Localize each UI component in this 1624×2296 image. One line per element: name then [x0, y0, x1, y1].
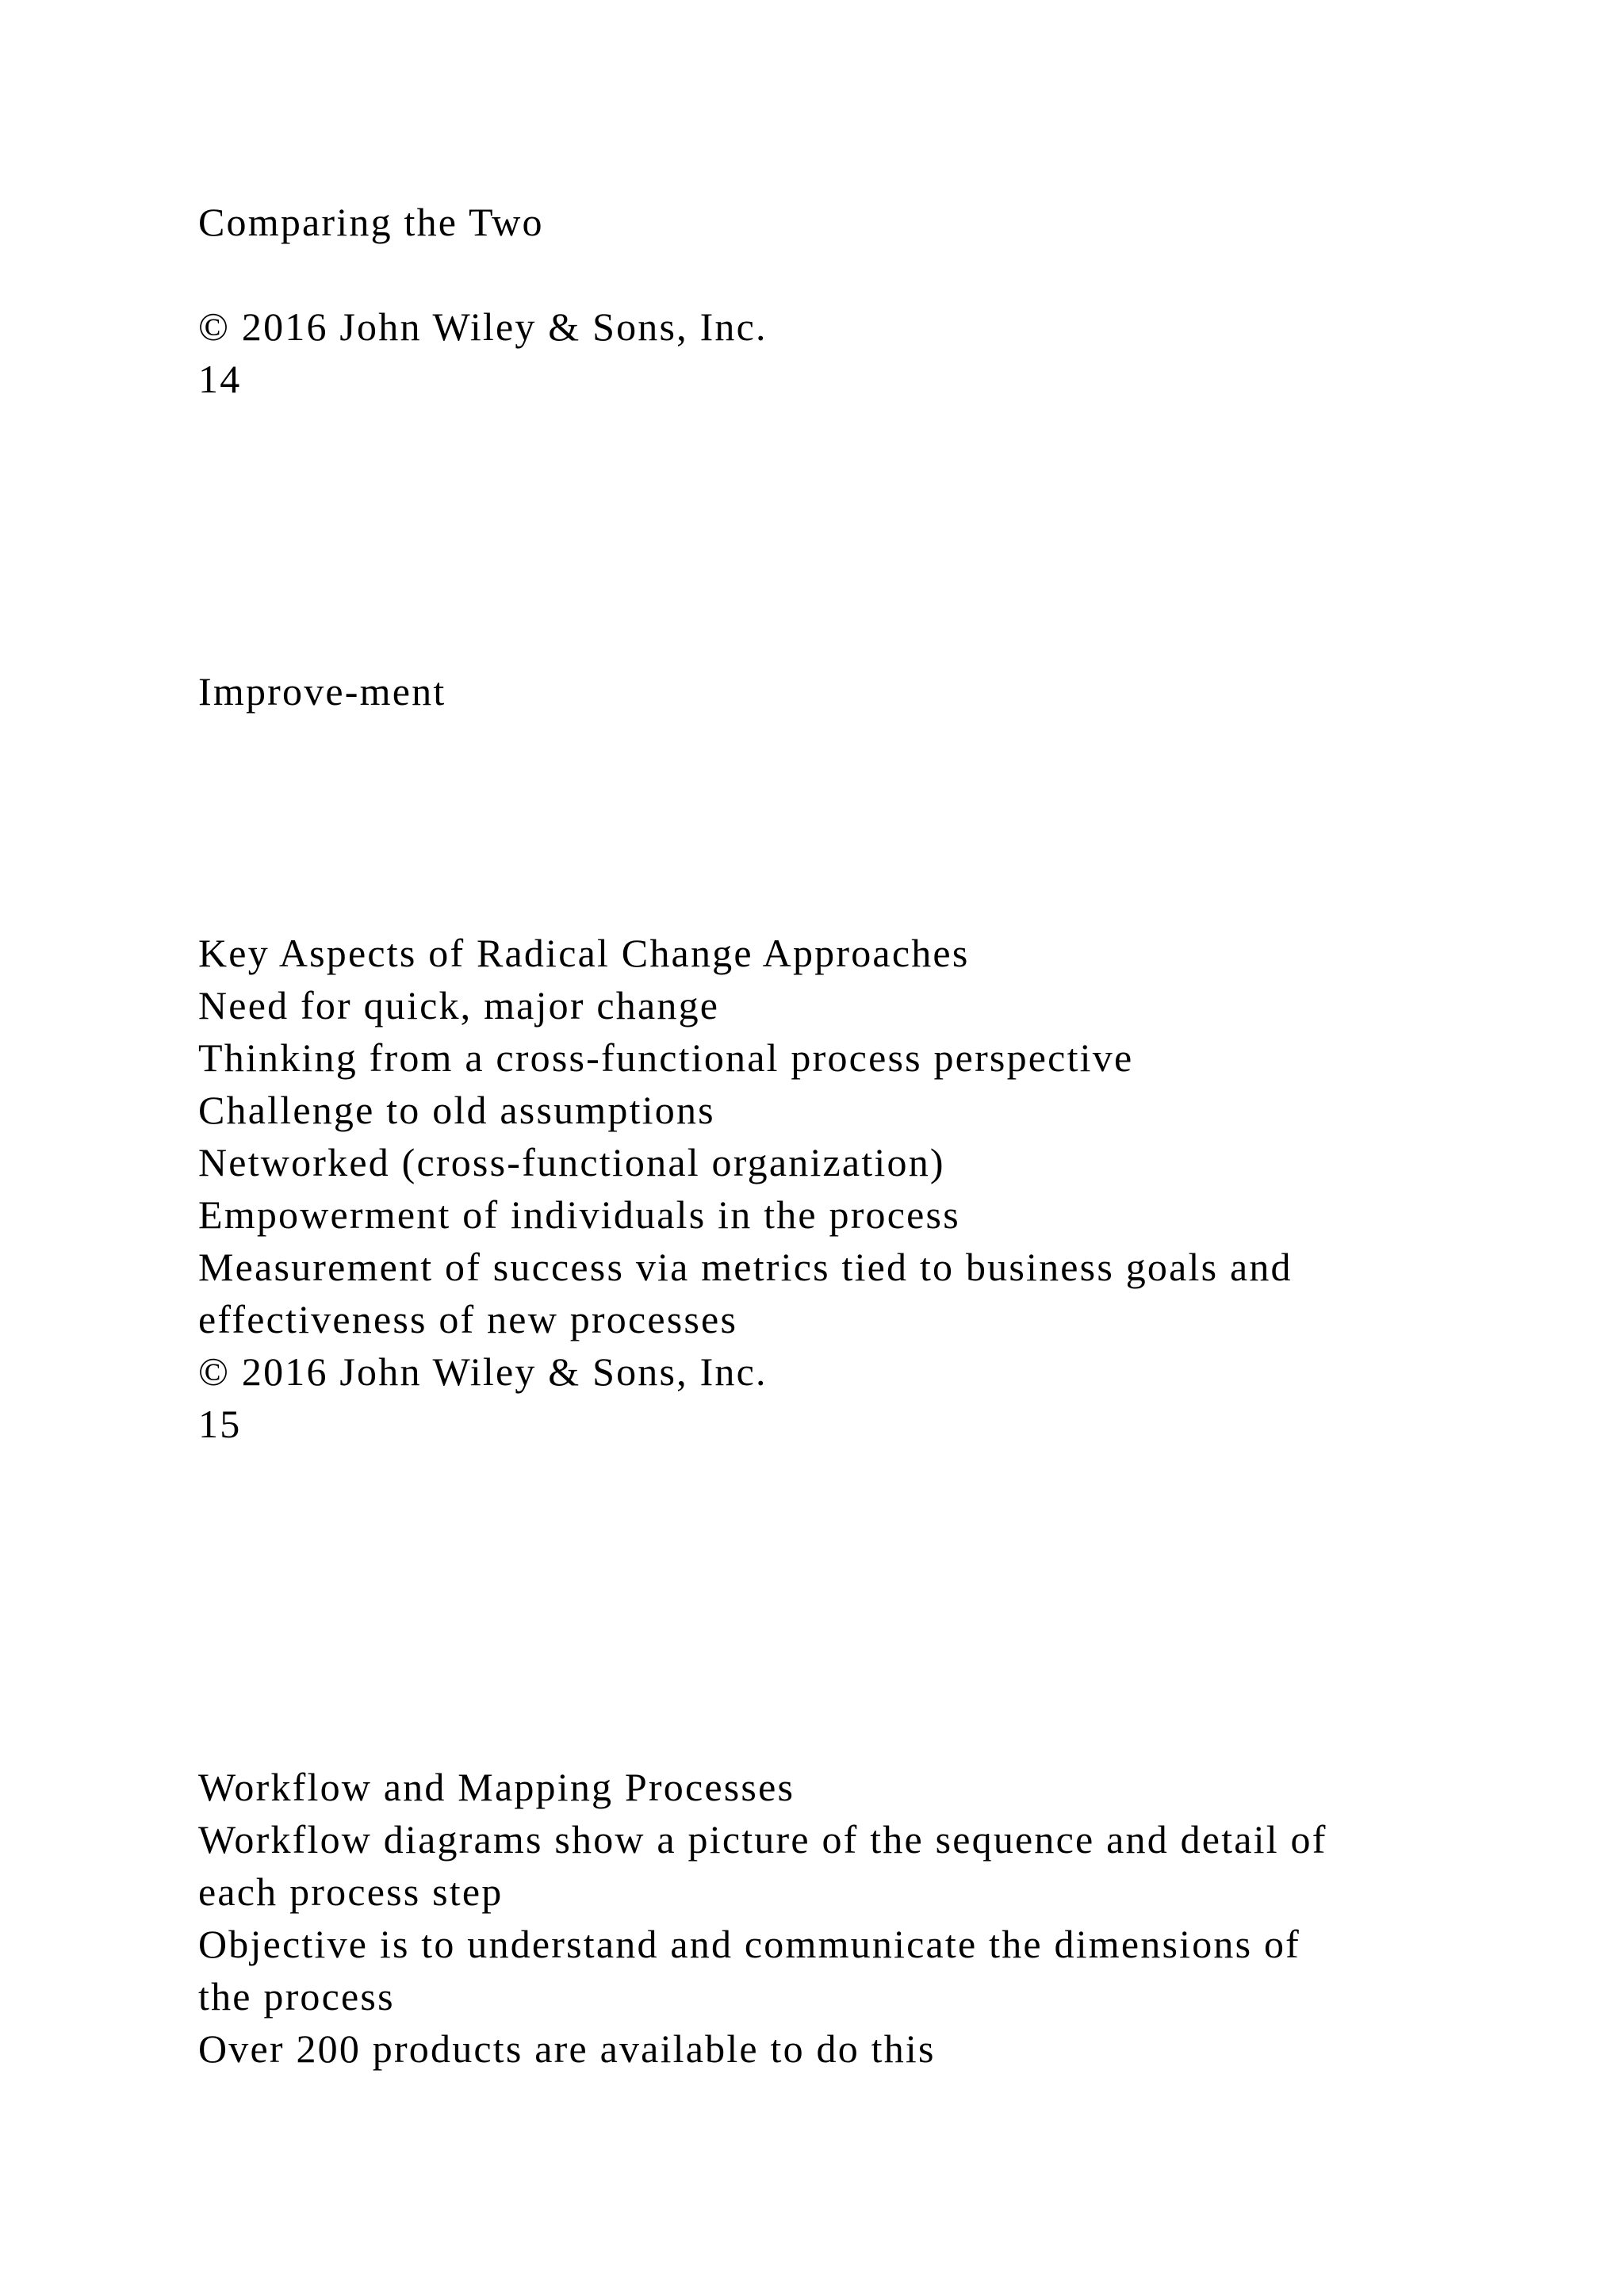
copyright-notice: © 2016 John Wiley & Sons, Inc.: [198, 304, 768, 349]
section-heading-improvement: Improve-ment: [198, 669, 446, 714]
body-line: Thinking from a cross-functional process perspective: [198, 1035, 1134, 1080]
body-line: Workflow diagrams show a picture of the sequence and detail of: [198, 1817, 1327, 1862]
body-line: Over 200 products are available to do this: [198, 2026, 936, 2071]
body-line: Need for quick, major change: [198, 983, 720, 1027]
body-line: Networked (cross-functional organization): [198, 1140, 945, 1184]
body-line: effectiveness of new processes: [198, 1297, 738, 1341]
body-line: Objective is to understand and communicate the dimensions of: [198, 1922, 1301, 1966]
body-line: Empowerment of individuals in the process: [198, 1192, 960, 1237]
body-line: each process step: [198, 1869, 504, 1914]
section-heading-workflow: Workflow and Mapping Processes: [198, 1765, 795, 1809]
page-number: 15: [198, 1402, 242, 1446]
body-line: Challenge to old assumptions: [198, 1088, 715, 1132]
section-heading-comparing: Comparing the Two: [198, 200, 544, 244]
copyright-notice: © 2016 John Wiley & Sons, Inc.: [198, 1349, 768, 1394]
body-line: the process: [198, 1974, 395, 2019]
page-number: 14: [198, 357, 242, 401]
section-heading-key-aspects: Key Aspects of Radical Change Approaches: [198, 931, 970, 975]
body-line: Measurement of success via metrics tied to business goals and: [198, 1245, 1293, 1289]
